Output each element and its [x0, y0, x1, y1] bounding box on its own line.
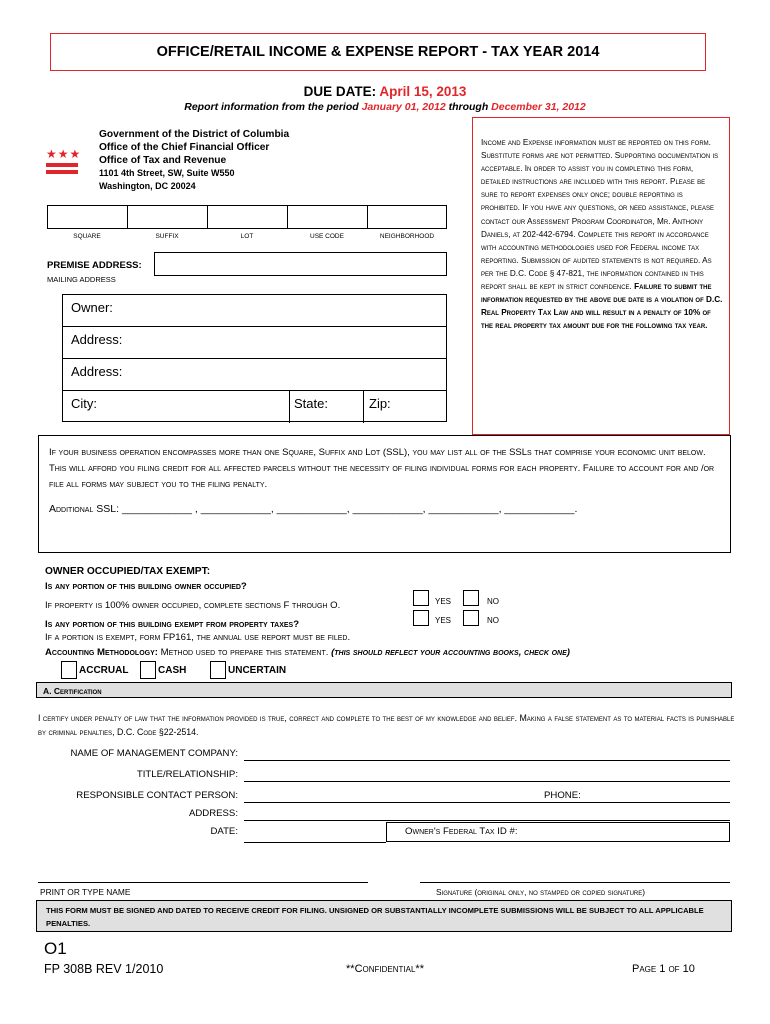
ssl-label: SQUARE	[73, 233, 101, 240]
agency-line2: Office of the Chief Financial Officer	[99, 142, 270, 153]
uncertain-checkbox[interactable]	[210, 661, 226, 679]
agency-block	[99, 128, 289, 193]
agency-line1: Government of the District of Columbia	[99, 129, 290, 140]
zip-label: Zip:	[363, 391, 391, 423]
additional-ssl-section	[38, 435, 731, 553]
agency-city: Washington, DC 20024	[99, 181, 196, 191]
due-label: DUE DATE:	[303, 84, 377, 99]
signature-notice: THIS FORM MUST BE SIGNED AND DATED TO RECEIVE CREDIT FOR FILING. UNSIGNED OR SUBSTANTIALLY INCOMPLETE SUBMISSIONS WILL BE SUBJECT TO ALL APPLICABLE PENALTIES.	[36, 900, 732, 932]
q2-text: Is any portion of this building exempt from property taxes?	[45, 619, 300, 630]
notice-text: Income and Expense information must be reported on this form. Substitute forms are not permitted. Supporting documentation is acceptable. In order to assist you in completing this form, detailed instructions are included with this report. Please be sure to report expenses only once; double reporting is prohibited. If you have any questions, or need assistance, please contact our Assessment Program Coordinator, Mr. Anthony Daniels, at 202-442-6794. Complete this report in accordance with accounting methodologies used for Federal income tax reporting. Submission of audited statements is not required. As per the D.C. Code § 47-821, the information contained in this report shall be kept in strict confidence.	[481, 138, 719, 292]
accrual-checkbox[interactable]	[61, 661, 77, 679]
owner-field[interactable]	[63, 295, 446, 327]
signature-input[interactable]	[420, 882, 730, 883]
ssl-fields	[47, 205, 447, 229]
period-start: January 01, 2012	[361, 101, 446, 113]
q1-no-checkbox[interactable]	[463, 590, 479, 606]
flag-bar	[46, 163, 78, 167]
method-line	[45, 647, 570, 658]
phone-label: PHONE:	[544, 790, 581, 801]
method-note: (this should reflect your accounting books, check one)	[331, 647, 570, 658]
q2-no-label: NO	[487, 616, 499, 625]
q2-yes-checkbox[interactable]	[413, 610, 429, 626]
q2-no-checkbox[interactable]	[463, 610, 479, 626]
cash-checkbox[interactable]	[140, 661, 156, 679]
uncertain-label: UNCERTAIN	[228, 665, 287, 676]
premise-address-label: PREMISE ADDRESS:	[47, 260, 142, 271]
mailing-address-label: MAILING ADDRESS	[47, 275, 116, 284]
state-label: State:	[289, 391, 328, 423]
flag-stars: ★★★	[46, 147, 82, 161]
mgmt-company-input[interactable]	[244, 760, 730, 761]
agency-line3: Office of Tax and Revenue	[99, 155, 227, 166]
neighborhood-input[interactable]	[368, 206, 446, 228]
city-state-zip-field[interactable]	[63, 391, 446, 423]
certification-heading: A. Certification	[36, 682, 732, 698]
title-input[interactable]	[244, 781, 730, 782]
address2-label: Address:	[71, 364, 123, 379]
period-end: December 31, 2012	[491, 101, 586, 113]
due-date-line	[0, 84, 770, 99]
cash-label: CASH	[158, 665, 187, 676]
method-text: Method used to prepare this statement.	[160, 647, 329, 658]
address2-field[interactable]	[63, 359, 446, 391]
additional-ssl-line[interactable]: Additional SSL: ____________ , ____________, ____________, ____________, ____________, ____________.	[49, 503, 578, 515]
dc-flag-icon	[46, 147, 82, 174]
q1-text: Is any portion of this building owner occupied?	[45, 581, 247, 592]
ssl-label: SUFFIX	[155, 233, 179, 240]
print-name-input[interactable]	[38, 882, 368, 883]
q1-note: If property is 100% owner occupied, complete sections F through O.	[45, 600, 341, 611]
confidential-label: **Confidential**	[346, 963, 424, 975]
mgmt-company-label: NAME OF MANAGEMENT COMPANY:	[70, 748, 238, 759]
signature-label: Signature (original only, no stamped or copied signature)	[436, 887, 646, 897]
accrual-label: ACCRUAL	[79, 665, 129, 676]
square-input[interactable]	[48, 206, 128, 228]
contact-input[interactable]	[244, 802, 730, 803]
due-date: April 15, 2013	[379, 84, 467, 99]
instructions-notice	[472, 117, 730, 435]
page-number: Page 1 of 10	[632, 963, 695, 975]
agency-street: 1101 4th Street, SW, Suite W550	[99, 168, 235, 178]
ssl-label: USE CODE	[310, 233, 344, 240]
print-name-label: PRINT OR TYPE NAME	[40, 887, 131, 897]
ssl-label: NEIGHBORHOOD	[379, 233, 435, 240]
q2-note: If a portion is exempt, form FP161, the annual use report must be filed.	[45, 632, 351, 643]
ssl-section-text: If your business operation encompasses more than one Square, Suffix and Lot (SSL), you may list all of the SSLs that comprise your economic unit below. This will afford you filing credit for all affected parcels without the necessity of filing individual forms for each property. Failure to account for and /or file all forms may subject you to the filing penalty.	[49, 447, 715, 490]
use-code-input[interactable]	[288, 206, 368, 228]
fed-tax-id-label: Owner's Federal Tax ID #:	[405, 826, 518, 837]
owner-occupied-heading: OWNER OCCUPIED/TAX EXEMPT:	[45, 566, 211, 577]
form-title: OFFICE/RETAIL INCOME & EXPENSE REPORT - TAX YEAR 2014	[50, 33, 706, 71]
address1-field[interactable]	[63, 327, 446, 359]
contact-label: RESPONSIBLE CONTACT PERSON:	[76, 790, 238, 801]
premise-address-input[interactable]	[154, 252, 447, 276]
period-mid: through	[448, 101, 489, 113]
certification-text: I certify under penalty of law that the information provided is true, correct and complete to the best of my knowledge and belief. Making a false statement as to material facts is punishable by criminal penalties, D.C. Code §22-2514.	[38, 713, 735, 737]
q1-no-label: NO	[487, 597, 499, 606]
ssl-label: LOT	[240, 233, 254, 240]
owner-label: Owner:	[71, 300, 113, 315]
reporting-period	[0, 101, 770, 113]
mailing-address-box	[62, 294, 447, 422]
title-label: TITLE/RELATIONSHIP:	[136, 769, 238, 780]
date-input[interactable]	[244, 842, 386, 843]
section-code: O1	[44, 939, 67, 958]
suffix-input[interactable]	[128, 206, 208, 228]
address-input[interactable]	[244, 820, 730, 821]
q1-yes-label: YES	[435, 597, 452, 606]
date-label: DATE:	[210, 826, 238, 837]
method-label: Accounting Methodology:	[45, 647, 158, 658]
lot-input[interactable]	[208, 206, 288, 228]
flag-bar	[46, 170, 78, 174]
q2-yes-label: YES	[435, 616, 452, 625]
form-number: FP 308B REV 1/2010	[44, 962, 164, 976]
address1-label: Address:	[71, 332, 123, 347]
ssl-labels	[47, 233, 447, 240]
q1-yes-checkbox[interactable]	[413, 590, 429, 606]
address-label: ADDRESS:	[188, 808, 238, 819]
period-prefix: Report information from the period	[184, 101, 359, 113]
city-label: City:	[71, 396, 97, 411]
notice-penalty-text: Failure to submit the information requested by the above due date is a violation of D.C. Real Property Tax Law and will result in a penalty of 10% of the real property tax amount due for the following tax year.	[481, 282, 723, 331]
